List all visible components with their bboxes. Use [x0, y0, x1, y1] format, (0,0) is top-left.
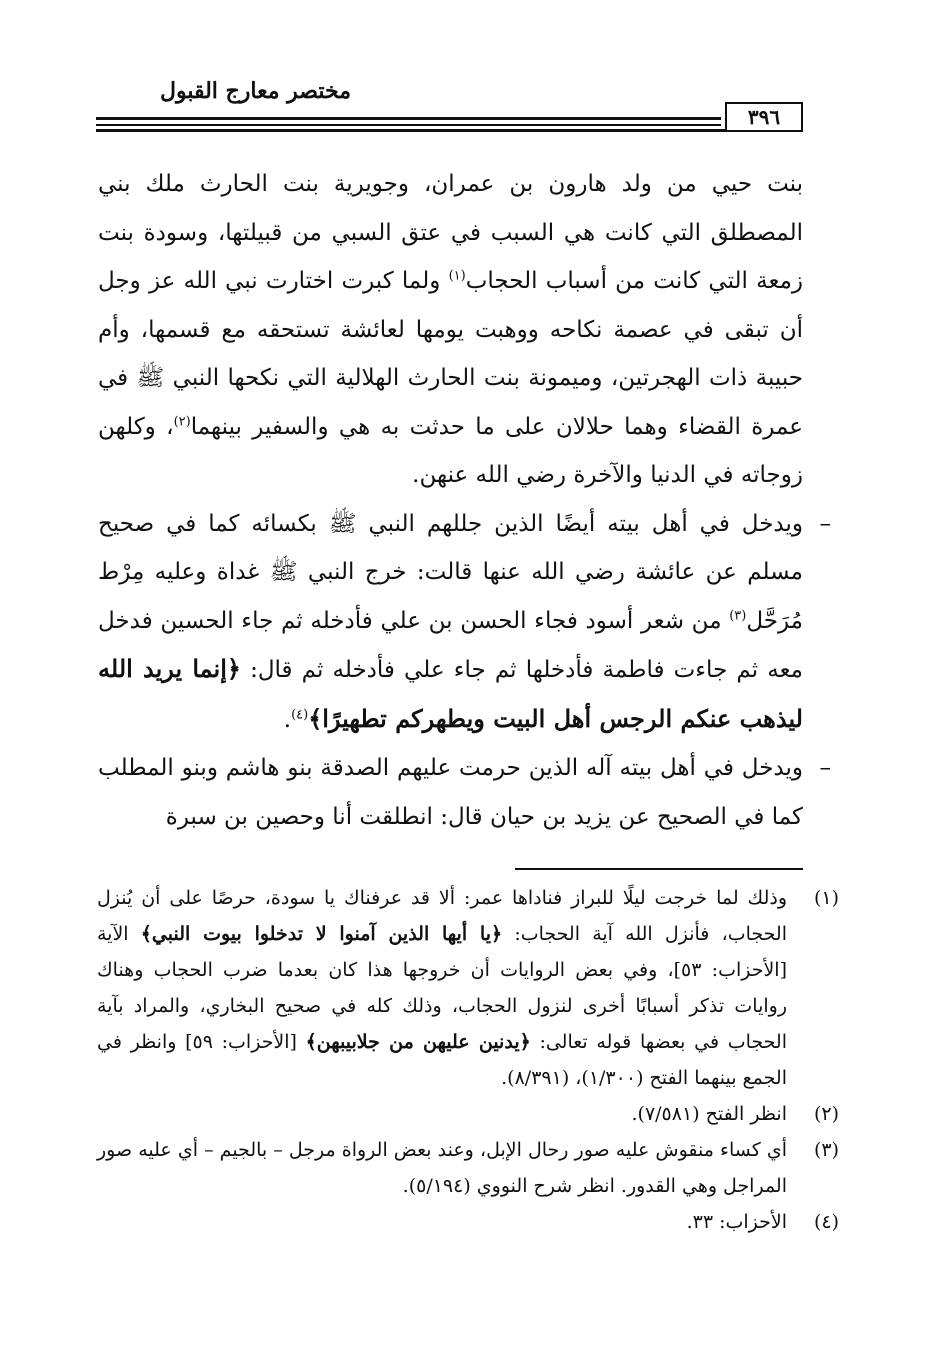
footnote-separator: [515, 868, 803, 870]
footnotes: [97, 880, 839, 1240]
item-text: ويدخل في أهل بيته أيضًا الذين جللهم النبي ﷺ بكسائه كما في صحيح مسلم عن عائشة رضي الله عنها قالت: خرج النبي ﷺ غداة وعليه مِرْط مُرَحَّل: [98, 510, 803, 634]
footnote-number: (٢): [813, 1103, 839, 1125]
footnote-text: [97, 880, 787, 1096]
paragraph-text: ولما كبرت اختارت نبي الله عز وجل أن تبقى في عصمة نكاحه ووهبت يومها لعائشة تستحقه مع قسمها، وأم حبيبة ذات الهجرتين، وميمونة بنت الحارث الهلالية التي نكحها النبي ﷺ في عمرة القضاء وهما حلالان على ما حدثت به هي والسفير بينهما: [98, 268, 803, 440]
footnote-text: انظر الفتح (٧/٥٨١).: [631, 1103, 787, 1125]
footnote-1: [97, 880, 839, 1096]
list-dash: –: [819, 510, 831, 537]
header-rule-bottom: [96, 129, 803, 132]
quran-verse: ﴿يدنين عليهن من جلابيبهن﴾: [305, 1031, 531, 1053]
page-number: ٣٩٦: [725, 102, 803, 132]
footnote-text: أي كساء منقوش عليه صور رحال الإبل، وعند بعض الرواة مرجل – بالجيم – أي عليه صور المراجل وهي القدور. انظر شرح النووي (٥/١٩٤).: [97, 1139, 787, 1197]
list-item-kisa: [98, 500, 831, 745]
paragraph-wives: [98, 160, 803, 500]
footnote-ref: (١): [448, 268, 466, 284]
item-text: من شعر أسود فجاء الحسن بن علي فأدخله ثم جاء الحسين فدخل معه ثم جاءت فاطمة فأدخلها ثم جاء علي فأدخله ثم قال:: [98, 607, 803, 683]
footnote-ref: (٢): [173, 413, 191, 429]
footnote-2: [97, 1096, 839, 1132]
footnote-text-part: وذلك لما خرجت ليلًا للبراز فناداها عمر: ألا قد عرفناك يا سودة، حرصًا على أن يُنزل الحجاب، فأنزل الله آية الحجاب:: [97, 887, 787, 945]
quran-verse: ﴿يا أيها الذين آمنوا لا تدخلوا بيوت النبي﴾: [140, 923, 503, 945]
item-text: .: [283, 706, 292, 733]
footnote-ref: (٣): [729, 607, 747, 623]
footnote-number: (٤): [813, 1211, 839, 1233]
running-title: مختصر معارج القبول: [159, 78, 351, 104]
footnote-ref: (٤): [291, 706, 309, 722]
item-text: ويدخل في أهل بيته آله الذين حرمت عليهم الصدقة بنو هاشم وبنو المطلب كما في الصحيح عن يزيد بن حيان قال: انطلقت أنا وحصين بن سبرة: [98, 755, 803, 830]
quran-verse: ﴿إنما يريد الله ليذهب عنكم الرجس أهل البيت ويطهركم تطهيرًا﴾: [98, 654, 803, 733]
footnote-text-part: [الأحزاب: ٥٩] وانظر في الجمع بينهما الفتح (١/٣٠٠)، (٨/٣٩١).: [97, 1031, 787, 1089]
list-item-al: [98, 744, 831, 841]
footnote-number: (٣): [813, 1139, 839, 1161]
footnote-3: [97, 1132, 839, 1204]
footnote-number: (١): [813, 887, 839, 909]
header-rule: [96, 117, 721, 120]
main-text: [98, 160, 831, 841]
list-dash: –: [819, 755, 831, 781]
footnote-text-part: الآية [الأحزاب: ٥٣]، وفي بعض الروايات أن خروجها هذا كان بعدما ضرب الحجاب وهناك روايات تذكر أسبابًا أخرى لنزول الحجاب، وذلك كله في صحيح البخاري، والمراد بآية الحجاب في بعضها قوله تعالى:: [97, 923, 788, 1053]
footnote-text: الأحزاب: ٣٣.: [686, 1211, 787, 1233]
paragraph-text: ، وكلهن زوجاته في الدنيا والآخرة رضي الله عنهن.: [98, 413, 803, 488]
paragraph-text: بنت حيي من ولد هارون بن عمران، وجويرية بنت الحارث ملك بني المصطلق التي كانت هي السبب في عتق السبي من قبيلتها، وسودة بنت زمعة التي كانت من أسباب الحجاب: [98, 171, 803, 294]
header-rule-thin: [96, 124, 721, 126]
footnote-4: [97, 1204, 839, 1240]
